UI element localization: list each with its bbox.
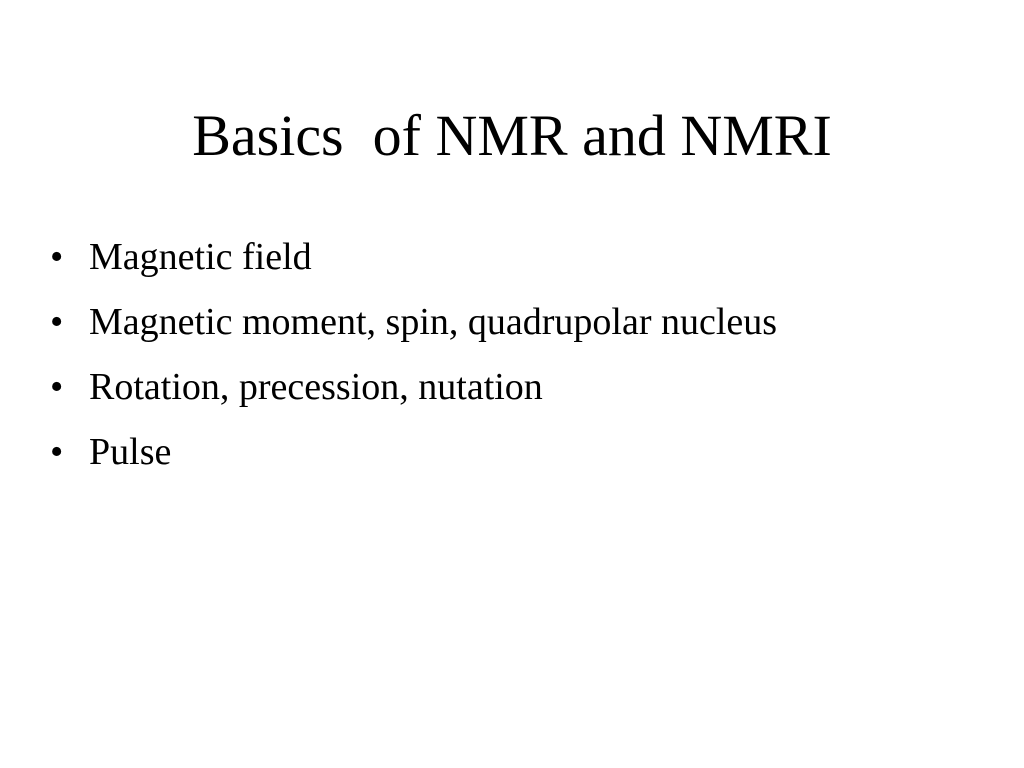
bullet-text: Pulse — [89, 431, 172, 473]
bullet-text: Magnetic field — [89, 236, 312, 278]
bullet-item — [50, 363, 777, 411]
slide-title: Basics of NMR and NMRI — [192, 103, 832, 168]
bullet-marker: • — [50, 431, 64, 473]
bullet-marker: • — [50, 366, 64, 408]
bullet-text: Magnetic moment, spin, quadrupolar nucleus — [89, 301, 778, 343]
bullet-item — [50, 428, 777, 476]
bullet-item — [50, 233, 777, 281]
bullet-marker: • — [50, 236, 64, 278]
bullet-text: Rotation, precession, nutation — [89, 366, 543, 408]
bullet-marker: • — [50, 301, 64, 343]
bullet-list — [50, 233, 777, 493]
bullet-item — [50, 298, 777, 346]
